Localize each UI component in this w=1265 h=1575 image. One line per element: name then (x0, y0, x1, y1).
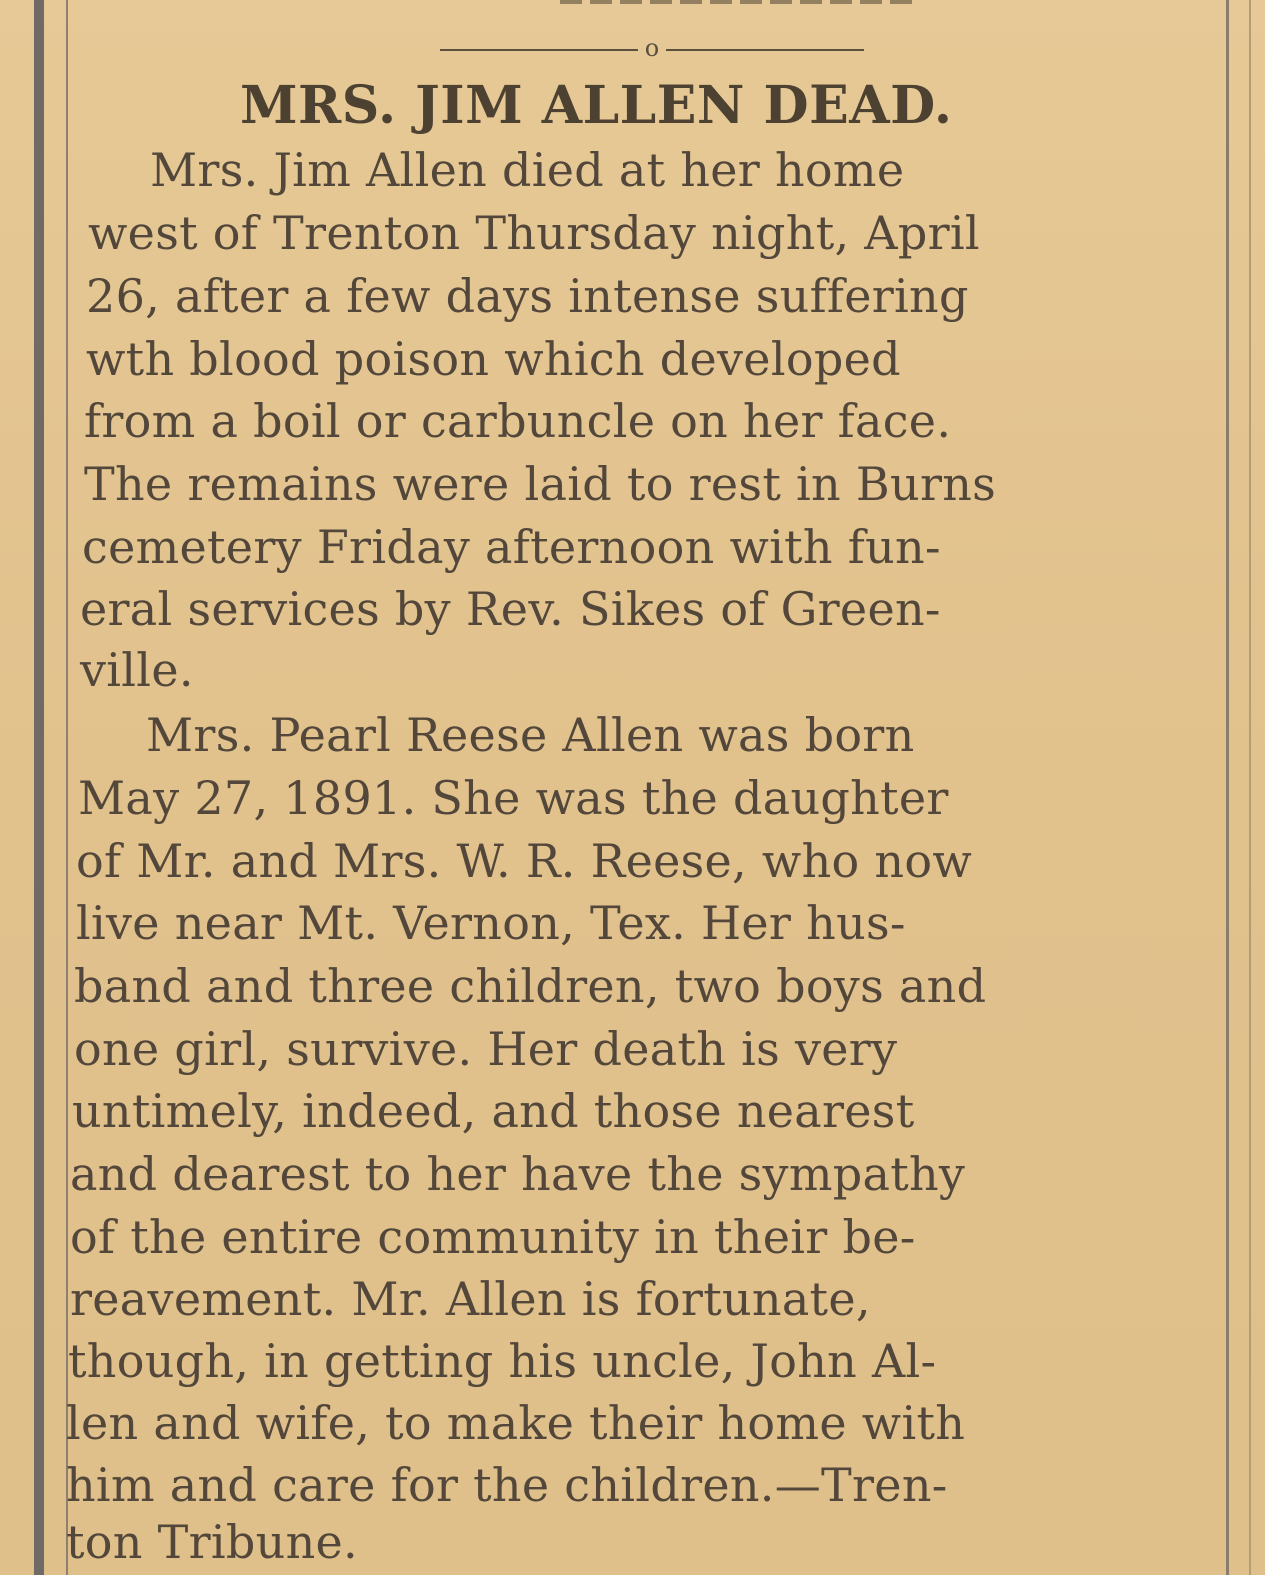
article-headline: MRS. JIM ALLEN DEAD. (240, 75, 953, 136)
body-line: Mrs. Jim Allen died at her home (150, 143, 905, 197)
separator-line-right (666, 49, 864, 51)
section-separator (440, 34, 864, 62)
body-line: ton Tribune. (66, 1515, 358, 1569)
separator-ornament: o (644, 34, 660, 62)
body-line: The remains were laid to rest in Burns (84, 457, 997, 511)
body-line: ville. (80, 643, 194, 697)
body-line: though, in getting his uncle, John Al- (68, 1334, 937, 1388)
body-line: untimely, indeed, and those nearest (72, 1084, 915, 1138)
body-line: live near Mt. Vernon, Tex. Her hus- (76, 896, 906, 950)
body-line: eral services by Rev. Sikes of Green- (80, 582, 941, 636)
body-line: 26, after a few days intense suffering (86, 269, 969, 323)
body-line: of Mr. and Mrs. W. R. Reese, who now (76, 834, 973, 888)
body-line: west of Trenton Thursday night, April (88, 206, 980, 260)
cropped-text-remnant (560, 0, 920, 4)
body-line: him and care for the children.—Tren- (66, 1458, 948, 1512)
column-rule-right-outer (1249, 0, 1251, 1575)
separator-line-left (440, 49, 638, 51)
body-line: Mrs. Pearl Reese Allen was born (146, 708, 915, 762)
body-line: and dearest to her have the sympathy (70, 1147, 966, 1201)
column-rule-left-thick (34, 0, 44, 1575)
body-line: reavement. Mr. Allen is fortunate, (70, 1272, 871, 1326)
body-line: cemetery Friday afternoon with fun- (82, 520, 941, 574)
body-line: len and wife, to make their home with (66, 1396, 966, 1450)
body-line: May 27, 1891. She was the daughter (78, 771, 949, 825)
body-line: from a boil or carbuncle on her face. (84, 394, 952, 448)
body-line: one girl, survive. Her death is very (74, 1022, 898, 1076)
column-rule-right (1226, 0, 1229, 1575)
body-line: of the entire community in their be- (70, 1210, 916, 1264)
body-line: wth blood poison which developed (86, 332, 901, 386)
body-line: band and three children, two boys and (74, 959, 987, 1013)
